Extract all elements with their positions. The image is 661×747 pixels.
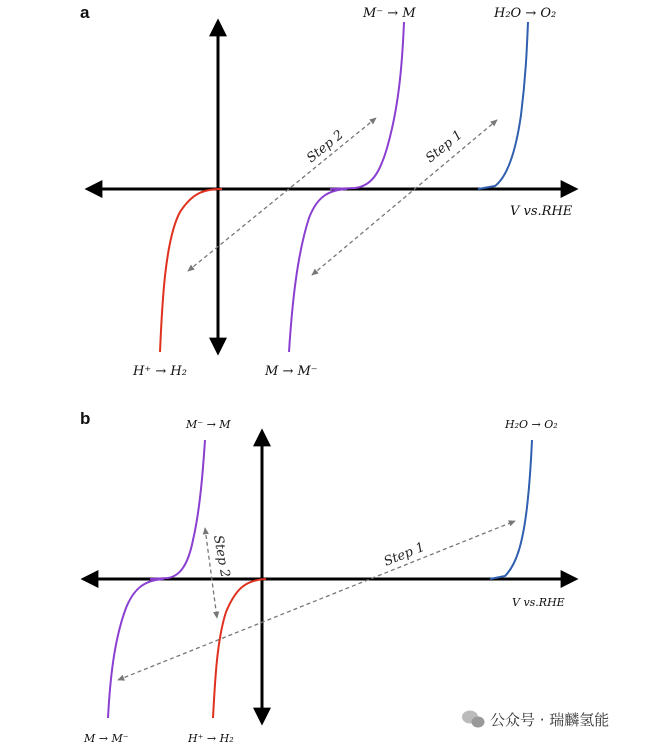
metal-oxidation-curve bbox=[150, 440, 205, 579]
panel-a-label: a bbox=[80, 3, 90, 22]
axis-label: V vs.RHE bbox=[512, 596, 565, 609]
h2o-to-o2-label: H₂O → O₂ bbox=[505, 418, 558, 431]
step-2-label: Step 2 bbox=[304, 127, 347, 167]
h-to-h2-label: H⁺ → H₂ bbox=[188, 732, 234, 745]
step-1-label: Step 1 bbox=[381, 539, 427, 570]
m-to-m-minus-label: M → M⁻ bbox=[265, 364, 318, 379]
wechat-icon bbox=[462, 711, 485, 728]
panel-b bbox=[80, 409, 575, 745]
oer-curve bbox=[478, 22, 528, 189]
step-1-arrow bbox=[118, 521, 515, 680]
m-minus-to-m-label: M⁻ → M bbox=[186, 418, 231, 431]
metal-reduction-curve bbox=[108, 579, 164, 718]
her-curve bbox=[213, 579, 266, 718]
metal-oxidation-curve bbox=[330, 22, 404, 189]
her-curve bbox=[160, 189, 222, 352]
step-2-arrow bbox=[188, 118, 376, 271]
watermark-text: 公众号 · 瑞麟氢能 bbox=[490, 711, 610, 729]
panel-a bbox=[80, 3, 575, 379]
m-minus-to-m-label: M⁻ → M bbox=[363, 6, 416, 21]
panel-b-label: b bbox=[80, 409, 91, 428]
h-to-h2-label: H⁺ → H₂ bbox=[133, 364, 187, 379]
step-2-label: Step 2 bbox=[210, 534, 233, 579]
step-1-label: Step 1 bbox=[423, 127, 466, 167]
axis-label: V vs.RHE bbox=[510, 204, 573, 219]
oer-curve bbox=[490, 440, 532, 579]
h2o-to-o2-label: H₂O → O₂ bbox=[494, 6, 557, 21]
watermark bbox=[462, 711, 609, 730]
m-to-m-minus-label: M → M⁻ bbox=[84, 732, 129, 745]
